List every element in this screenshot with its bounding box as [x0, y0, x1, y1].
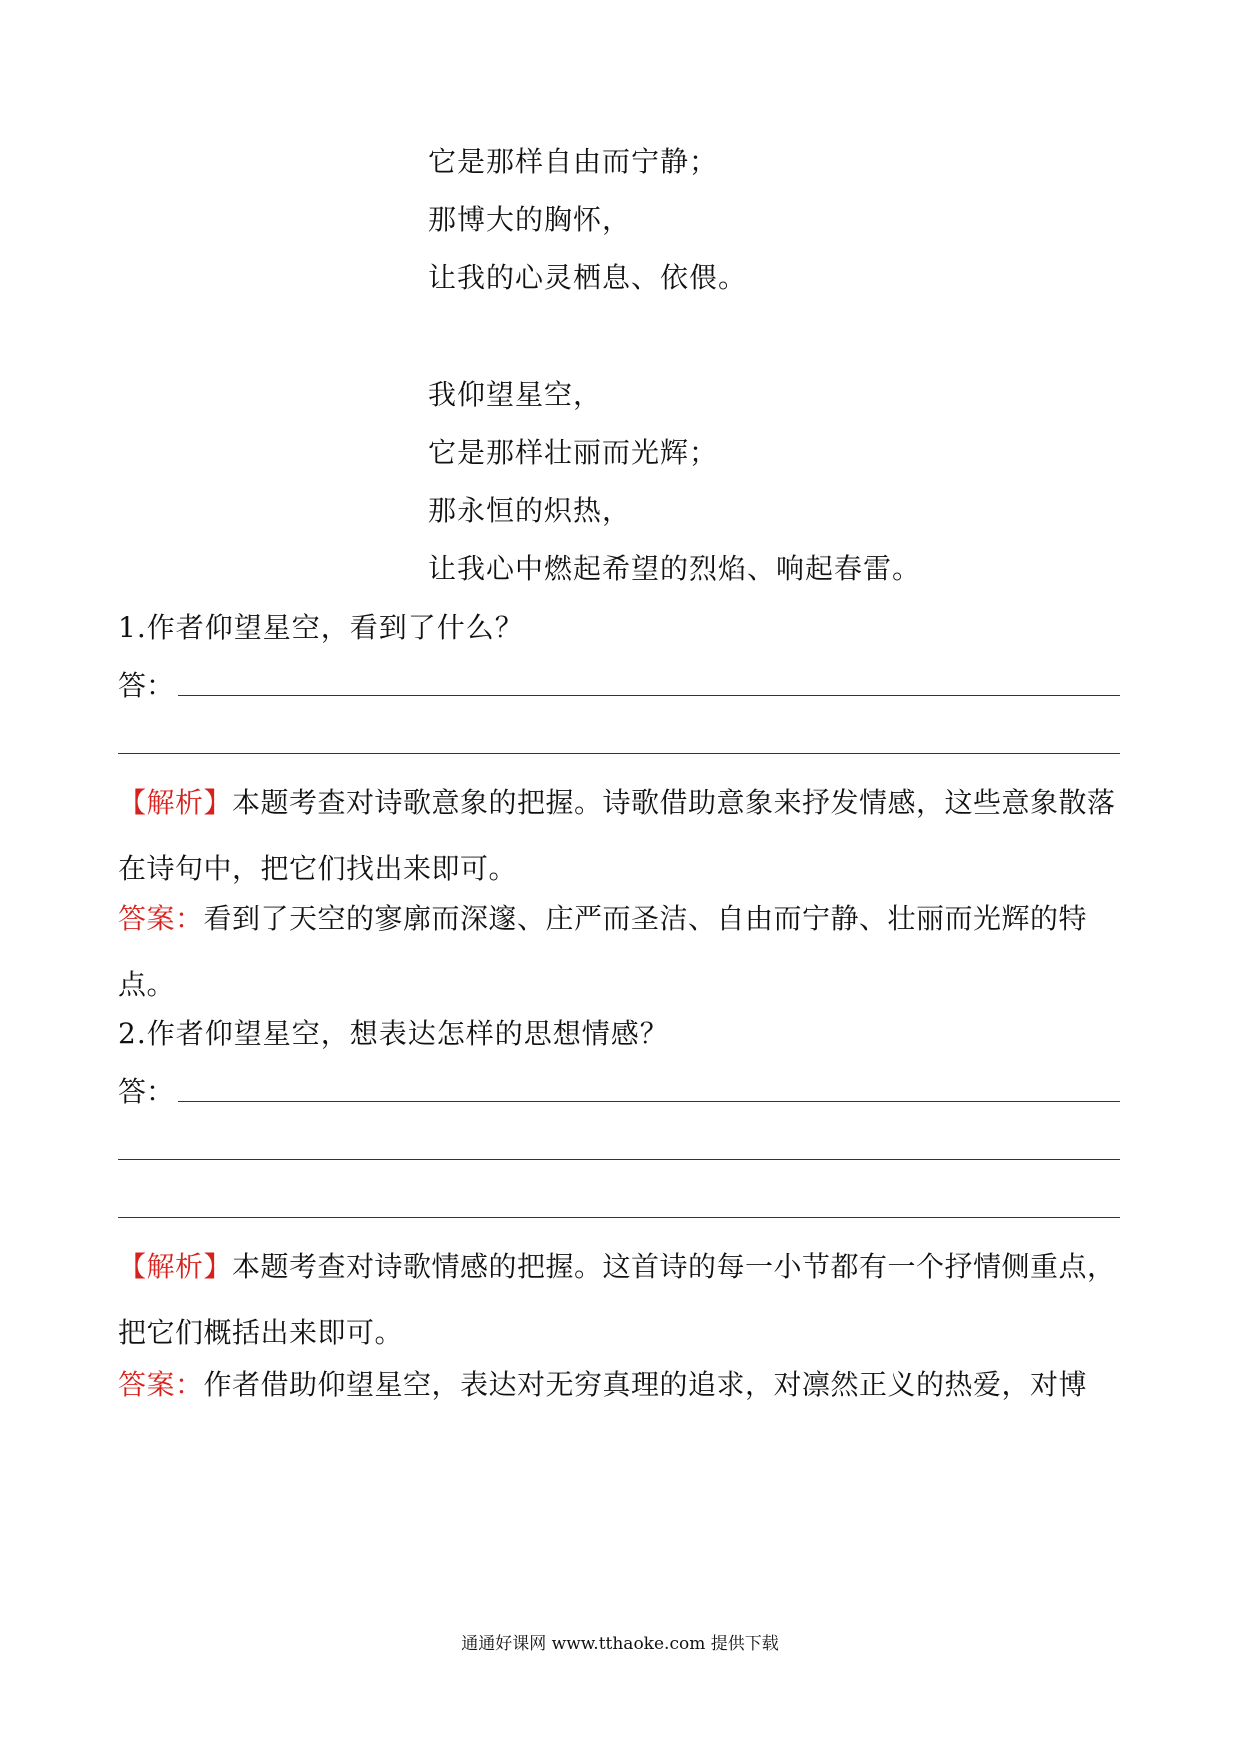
poem-line: 我仰望星空，: [428, 378, 603, 411]
answer-blank: [118, 753, 1120, 754]
page-footer: 通通好课网 www.tthaoke.com 提供下载: [461, 1634, 779, 1654]
answer-paragraph-1: [118, 886, 1128, 1018]
poem-line: 让我的心灵栖息、依偎。: [428, 261, 748, 294]
answer-text: 作者借助仰望星空，表达对无穷真理的追求，对凛然正义的热爱，对博: [203, 1368, 1088, 1401]
answer-line-2[interactable]: [118, 724, 1120, 764]
answer-blank: [118, 1159, 1120, 1160]
answer-label: 答：: [118, 1075, 175, 1108]
analysis-tag: 【解析】: [118, 786, 233, 819]
poem-line: 那博大的胸怀，: [428, 203, 632, 236]
analysis-paragraph-1: [118, 770, 1128, 902]
question-2: 2.作者仰望星空，想表达怎样的思想情感？: [118, 1017, 669, 1050]
answer-blank: [118, 1217, 1120, 1218]
answer-label: 答：: [118, 669, 175, 702]
answer-line-1[interactable]: [118, 666, 1120, 706]
answer-line-1[interactable]: [118, 1072, 1120, 1112]
answer-tag: 答案：: [118, 1368, 204, 1401]
poem-line: 它是那样壮丽而光辉；: [428, 436, 719, 469]
poem-line: 它是那样自由而宁静；: [428, 145, 719, 178]
answer-line-3[interactable]: [118, 1188, 1120, 1228]
answer-tag: 答案：: [118, 902, 204, 935]
answer-text: 看到了天空的寥廓而深邃、庄严而圣洁、自由而宁静、壮丽而光辉的特点。: [118, 902, 1088, 1001]
poem-line: 那永恒的炽热，: [428, 494, 632, 527]
question-1: 1.作者仰望星空，看到了什么？: [118, 611, 524, 644]
analysis-paragraph-2: [118, 1234, 1128, 1366]
analysis-text: 本题考查对诗歌情感的把握。这首诗的每一小节都有一个抒情侧重点，把它们概括出来即可。: [118, 1250, 1116, 1349]
answer-line-2[interactable]: [118, 1130, 1120, 1170]
analysis-tag: 【解析】: [118, 1250, 233, 1283]
answer-paragraph-2: [118, 1352, 1128, 1418]
answer-blank: [178, 1101, 1120, 1102]
analysis-text: 本题考查对诗歌意象的把握。诗歌借助意象来抒发情感，这些意象散落在诗句中，把它们找出来即可。: [118, 786, 1116, 885]
answer-blank: [178, 695, 1120, 696]
poem-line: 让我心中燃起希望的烈焰、响起春雷。: [428, 552, 922, 585]
